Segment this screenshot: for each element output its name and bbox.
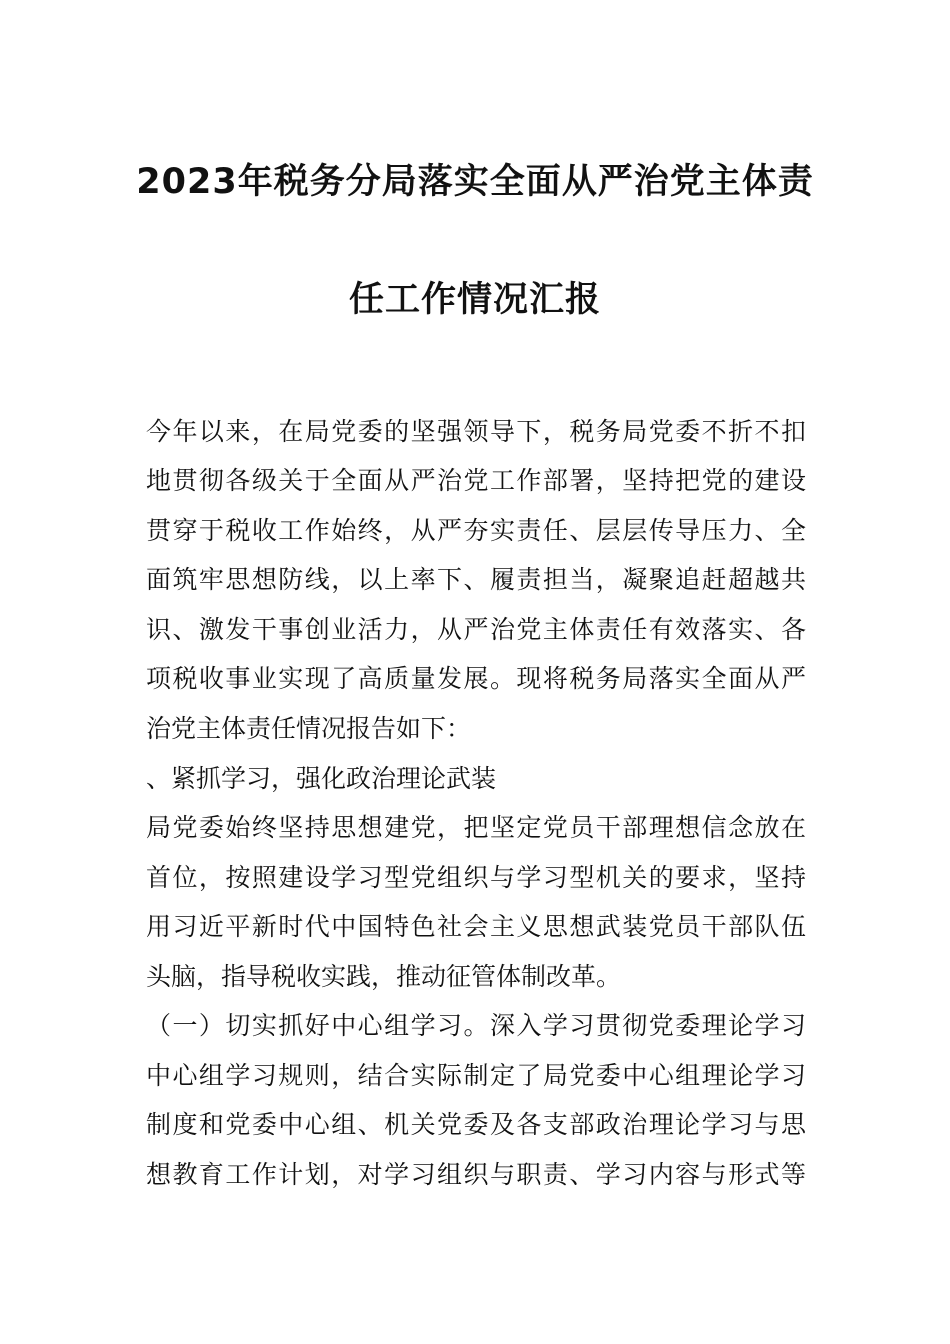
body-text-line: 治党主体责任情况报告如下： xyxy=(146,714,472,743)
body-text-line: 项税收事业实现了高质量发展。现将税务局落实全面从严 xyxy=(146,664,806,693)
body-text-line: 地贯彻各级关于全面从严治党工作部署，坚持把党的建设 xyxy=(146,466,806,495)
subsection-text-line: （一）切实抓好中心组学习。深入学习贯彻党委理论学习 xyxy=(146,1011,806,1040)
document-title-line-1: 2023年税务分局落实全面从严治党主体责 xyxy=(136,162,814,202)
body-text-line: 想教育工作计划，对学习组织与职责、学习内容与形式等 xyxy=(146,1160,806,1189)
document-title-line-2: 任工作情况汇报 xyxy=(348,280,601,320)
body-text-line: 贯穿于税收工作始终，从严夯实责任、层层传导压力、全 xyxy=(146,516,806,545)
section-heading: 、紧抓学习，强化政治理论武装 xyxy=(146,764,497,793)
body-text-line: 局党委始终坚持思想建党，把坚定党员干部理想信念放在 xyxy=(146,813,806,842)
body-text-line: 今年以来，在局党委的坚强领导下，税务局党委不折不扣 xyxy=(146,417,806,446)
body-text-line: 面筑牢思想防线，以上率下、履责担当，凝聚追赶超越共 xyxy=(146,565,806,594)
body-text-line: 用习近平新时代中国特色社会主义思想武装党员干部队伍 xyxy=(146,912,806,941)
body-text-line: 制度和党委中心组、机关党委及各支部政治理论学习与思 xyxy=(146,1110,806,1139)
body-text-line: 中心组学习规则，结合实际制定了局党委中心组理论学习 xyxy=(146,1061,806,1090)
body-text-line: 头脑，指导税收实践，推动征管体制改革。 xyxy=(146,962,622,991)
body-text-line: 识、激发干事创业活力，从严治党主体责任有效落实、各 xyxy=(146,615,806,644)
body-text-line: 首位，按照建设学习型党组织与学习型机关的要求，坚持 xyxy=(146,863,806,892)
